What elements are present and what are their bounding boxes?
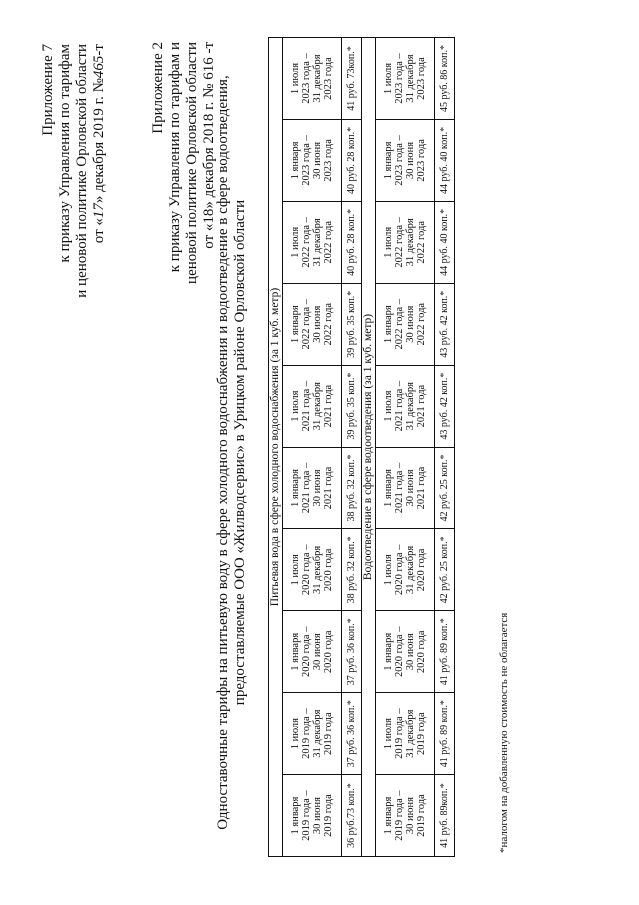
period-line: 30 июня	[312, 141, 323, 179]
period-line: 1 июля	[383, 554, 394, 586]
period-line: 2019 года	[416, 712, 427, 755]
period-line: 1 января	[383, 796, 394, 835]
period-line: 30 июня	[405, 469, 416, 507]
period-line: 30 июня	[312, 305, 323, 343]
period-line: 31 декабря	[405, 545, 416, 594]
sewer-tariff-cell: 44 руб. 40 коп.*	[435, 201, 455, 283]
period-line: 31 декабря	[405, 218, 416, 267]
period-line: 30 июня	[312, 797, 323, 835]
period-line: 1 июля	[290, 226, 301, 258]
period-line: 31 декабря	[405, 709, 416, 758]
period-line: 1 июля	[383, 390, 394, 422]
period-line: 30 июня	[405, 633, 416, 671]
date-prefix: от «	[91, 218, 107, 244]
period-line: 2019 года	[323, 794, 334, 837]
period-line: 2019 года –	[301, 790, 312, 841]
sewer-tariff-cell: 42 руб. 25 коп.*	[435, 529, 455, 611]
period-cell	[283, 611, 342, 693]
water-section-row	[269, 38, 283, 857]
sewer-value-row	[435, 38, 455, 857]
period-line: 2019 года –	[301, 708, 312, 759]
period-line: 2023 года	[323, 57, 334, 100]
period-line: 2022 года –	[301, 298, 312, 350]
period-line: 2021 года	[323, 466, 334, 510]
period-line: 1 июля	[290, 554, 301, 586]
period-cell	[376, 38, 435, 120]
water-tariff-cell: 39 руб. 35 коп.*	[342, 365, 362, 447]
period-line: 2020 года	[323, 630, 334, 674]
period-cell	[376, 119, 435, 201]
period-line: 2021 года –	[301, 380, 312, 432]
water-section-title: Питьевая вода в сфере холодного водоснабжения (за 1 куб. метр)	[269, 38, 283, 857]
period-line: 2023 года –	[394, 135, 405, 186]
water-tariff-cell: 37 руб. 36 коп.*	[342, 611, 362, 693]
appendix-2-line: к приказу Управления по тарифам и	[167, 42, 183, 273]
period-line: 2023 года	[416, 57, 427, 100]
period-line: 2020 года –	[394, 544, 405, 596]
period-cell	[376, 529, 435, 611]
period-line: 2019 года –	[394, 790, 405, 841]
period-line: 2020 года	[416, 630, 427, 674]
period-cell	[376, 283, 435, 365]
period-cell	[376, 365, 435, 447]
sewer-tariff-cell: 43 руб. 42 коп.*	[435, 283, 455, 365]
sewer-tariff-cell: 45 руб. 86 коп.*	[435, 38, 455, 120]
period-line: 1 июля	[290, 62, 301, 95]
period-line: 2022 года	[323, 302, 334, 346]
tariff-table	[268, 37, 455, 857]
period-cell	[376, 447, 435, 529]
period-line: 2019 года	[323, 712, 334, 755]
period-line: 2020 года	[323, 548, 334, 592]
appendix-2-line: от «18» декабря 2018 г. № 616 -т	[201, 42, 217, 249]
water-value-row	[342, 38, 362, 857]
sewer-tariff-cell: 43 руб. 42 коп.*	[435, 365, 455, 447]
period-line: 1 января	[290, 141, 301, 180]
sewer-tariff-cell: 44 руб. 40 коп.*	[435, 119, 455, 201]
period-line: 1 января	[290, 632, 301, 671]
period-cell	[283, 775, 342, 857]
period-line: 31 декабря	[312, 382, 323, 431]
appendix-2-line: Приложение 2	[150, 42, 166, 134]
period-line: 2021 года	[323, 384, 334, 428]
period-line: 1 января	[290, 305, 301, 344]
appendix-7-header	[40, 44, 108, 298]
sewer-tariff-cell: 42 руб. 25 коп.*	[435, 447, 455, 529]
period-cell	[283, 38, 342, 120]
period-line: 31 декабря	[312, 54, 323, 103]
period-line: 1 января	[290, 796, 301, 835]
period-cell	[376, 775, 435, 857]
period-line: 2020 года –	[394, 626, 405, 678]
period-line: 2022 года –	[394, 298, 405, 350]
period-line: 31 декабря	[312, 218, 323, 267]
period-line: 2022 года –	[301, 217, 312, 268]
table-caption	[215, 0, 249, 905]
period-line: 2021 года –	[394, 380, 405, 432]
period-line: 30 июня	[405, 141, 416, 179]
period-line: 2020 года –	[301, 544, 312, 596]
period-line: 1 июля	[290, 390, 301, 422]
period-line: 30 июня	[312, 633, 323, 671]
sewer-section-row	[362, 38, 376, 857]
period-cell	[376, 693, 435, 775]
period-line: 30 июня	[405, 797, 416, 835]
period-line: 1 января	[383, 632, 394, 671]
handwritten-number: 465	[91, 55, 107, 79]
period-line: 1 января	[290, 469, 301, 507]
period-line: 2021 года	[416, 466, 427, 510]
period-cell	[283, 693, 342, 775]
period-line: 2021 года	[416, 384, 427, 428]
appendix-2-header	[150, 42, 218, 284]
appendix-2-line: ценовой политике Орловской области	[184, 42, 200, 284]
handwritten-day: 17	[91, 203, 107, 219]
period-line: 31 декабря	[312, 545, 323, 594]
period-line: 31 декабря	[405, 382, 416, 431]
period-cell	[283, 119, 342, 201]
period-cell	[283, 365, 342, 447]
water-period-row	[283, 38, 342, 857]
period-line: 2023 года	[416, 139, 427, 182]
sewer-period-row	[376, 38, 435, 857]
period-line: 1 июля	[383, 62, 394, 95]
period-line: 2022 года	[323, 221, 334, 264]
caption-line: предоставляемые ООО «Жилводсервис» в Урицком районе Орловской области	[232, 199, 248, 706]
period-line: 1 января	[383, 305, 394, 344]
period-line: 2020 года	[416, 548, 427, 592]
period-cell	[376, 201, 435, 283]
period-line: 2022 года –	[394, 217, 405, 268]
appendix-7-line: к приказу Управления по тарифам	[57, 44, 73, 263]
period-cell	[283, 529, 342, 611]
water-tariff-cell: 38 руб. 32 коп.*	[342, 447, 362, 529]
period-line: 2023 года –	[394, 53, 405, 104]
period-line: 30 июня	[405, 305, 416, 343]
period-line: 1 июля	[383, 718, 394, 750]
water-tariff-cell: 40 руб. 28 коп.*	[342, 119, 362, 201]
period-line: 1 июля	[290, 718, 301, 750]
sewer-section-title: Водоотведение в сфере водоотведения (за 1 куб. метр)	[362, 38, 376, 857]
water-tariff-cell: 40 руб. 28 коп.*	[342, 201, 362, 283]
caption-line: Одноставочные тарифы на питьевую воду в сфере холодного водоснабжения и водоотведение в сфере водоотведения,	[215, 75, 231, 830]
vat-footnote: *налогом на добавленную стоимость не облагается	[498, 612, 510, 853]
water-tariff-cell: 41 руб. 73коп.*	[342, 38, 362, 120]
period-line: 31 декабря	[312, 709, 323, 758]
period-line: 1 января	[383, 141, 394, 180]
period-line: 1 июля	[383, 226, 394, 258]
appendix-7-date-line	[91, 44, 108, 298]
period-line: 2019 года –	[394, 708, 405, 759]
appendix-7-line: и ценовой политике Орловской области	[74, 44, 90, 298]
period-line: 30 июня	[312, 469, 323, 507]
water-tariff-cell: 37 руб. 36 коп.*	[342, 693, 362, 775]
period-cell	[283, 447, 342, 529]
period-cell	[283, 201, 342, 283]
sewer-tariff-cell: 41 руб. 89коп.*	[435, 775, 455, 857]
period-line: 31 декабря	[405, 54, 416, 103]
water-tariff-cell: 39 руб. 35 коп.*	[342, 283, 362, 365]
period-line: 2021 года –	[301, 462, 312, 514]
period-line: 2023 года –	[301, 53, 312, 104]
period-line: 2019 года	[416, 794, 427, 837]
period-line: 2022 года	[416, 302, 427, 346]
period-line: 2023 года	[323, 139, 334, 182]
date-suffix: -т	[91, 44, 107, 56]
water-tariff-cell: 36 руб.73 коп.*	[342, 775, 362, 857]
period-cell	[283, 283, 342, 365]
appendix-7-line: Приложение 7	[40, 44, 56, 136]
sewer-tariff-cell: 41 руб. 89 коп.*	[435, 611, 455, 693]
water-tariff-cell: 38 руб. 32 коп.*	[342, 529, 362, 611]
period-line: 2021 года –	[394, 462, 405, 514]
date-mid: » декабря 2019 г. №	[91, 78, 107, 204]
period-line: 2023 года –	[301, 135, 312, 186]
period-cell	[376, 611, 435, 693]
period-line: 1 января	[383, 469, 394, 507]
sewer-tariff-cell: 41 руб. 89 коп.*	[435, 693, 455, 775]
period-line: 2020 года –	[301, 626, 312, 678]
period-line: 2022 года	[416, 221, 427, 264]
